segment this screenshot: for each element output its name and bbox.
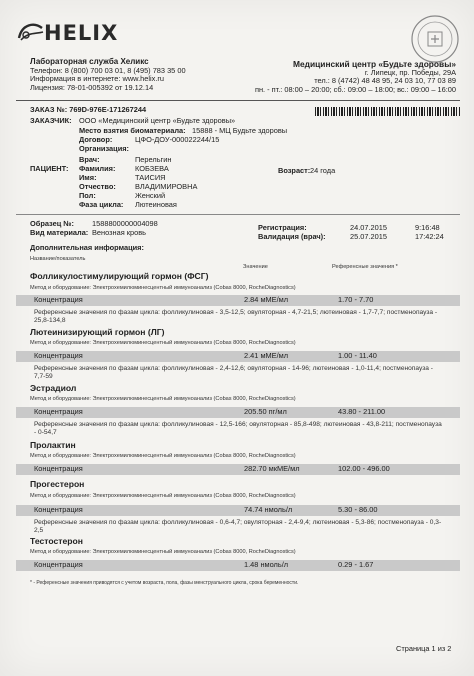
sample-place-label: Место взятия биоматериала: [79,126,186,135]
center-address: г. Липецк, пр. Победы, 29А [364,67,456,77]
order-number: 769D-976E-171267244 [69,105,147,114]
col-name-header: Название/показатель [30,256,86,262]
test-row [16,407,460,418]
test-title: Фолликулостимулирующий гормон (ФСГ) [30,271,209,281]
test-method: Метод и оборудование: Электрохемилюминесцентный иммуноанализ (Cobas 8000, RocheDiagnostics) [30,285,296,291]
logo-text: HELIX [44,21,119,45]
test-ref: 0.29 - 1.67 [338,560,374,569]
col-value-header: Значение [243,264,268,270]
lab-phone: Телефон: 8 (800) 700 03 01, 8 (495) 783 35 00 [30,65,186,75]
header-divider [16,100,460,101]
patient-divider [16,214,460,215]
center-phones: тел.: 8 (4742) 48 48 95, 24 03 10, 77 03 89 [314,76,456,86]
test-param: Концентрация [34,295,83,304]
registration-time: 9:16:48 [415,223,440,232]
test-param: Концентрация [34,560,83,569]
test-ref-note: Референсные значения по фазам цикла: фолликулиновая - 0,6-4,7; овуляторная - 2,4-9,4; лютеиновая - 5,3-86; постменопауза - 0,3-2,5 [34,519,442,534]
center-hours: пн. - пт.: 08:00 – 20:00; сб.: 09:00 – 18:00; вс.: 09:00 – 16:00 [254,84,456,94]
footnote: * - Референсные значения приводятся с учетом возраста, пола, фазы менструального цикла, срока беременности. [30,580,299,586]
lab-info [30,58,186,92]
order-label: ЗАКАЗ №: 769D-976E-171267244 [30,105,147,114]
helix-logo [16,20,119,45]
test-title: Лютеинизирующий гормон (ЛГ) [30,327,165,337]
test-method: Метод и оборудование: Электрохемилюминесцентный иммуноанализ (Cobas 8000, RocheDiagnostics) [30,549,296,555]
test-title: Пролактин [30,440,76,450]
phase-value: Лютеиновая [135,200,177,209]
validation-time: 17:42:24 [415,232,444,241]
age-value: 24 года [310,166,336,175]
org-label: Организация: [79,144,130,153]
test-title: Тестостерон [30,536,83,546]
doctor-label: Врач: [79,155,100,164]
sample-place-value: 15888 - МЦ Будьте здоровы [192,126,288,135]
test-row [16,505,460,516]
test-row [16,351,460,362]
extra-info-label: Дополнительная информация: [30,243,144,252]
clinic-seal-icon [410,14,460,64]
test-param: Концентрация [34,351,83,360]
age-label: Возраст: [278,166,311,175]
firstname-label: Имя: [79,173,97,182]
test-ref-note: Референсные значения по фазам цикла: фолликулиновая - 12,5-166; овуляторная - 85,8-498; лютеиновая - 43,8-211; постменопауза - 0-54,7 [34,421,442,436]
test-value: 2.84 мМЕ/мл [244,295,289,304]
customer-value: ООО «Медицинский центр «Будьте здоровы» [79,116,236,125]
test-ref-note: Референсные значения по фазам цикла: фолликулиновая - 3,5-12,5; овуляторная - 4,7-21,5; лютеиновая - 1,7-7,7; постменопауза - 25,8-134,8 [34,309,438,324]
validation-date: 25.07.2015 [350,232,387,241]
customer-label: ЗАКАЗЧИК: [30,116,72,125]
lab-site: Информация в интернете: www.helix.ru [30,74,164,84]
test-ref: 1.00 - 11.40 [338,351,377,360]
firstname-value: ТАИСИЯ [135,173,166,182]
sex-value: Женский [135,191,166,200]
phase-label: Фаза цикла: [79,200,124,209]
test-value: 205.50 пг/мл [244,407,287,416]
test-ref: 5.30 - 86.00 [338,505,378,514]
validation-label: Валидация (врач): [258,232,326,241]
patronymic-label: Отчество: [79,182,116,191]
test-row [16,295,460,306]
lab-license: Лицензия: 78-01-005392 от 19.12.14 [30,82,154,92]
test-value: 74.74 нмоль/л [244,505,293,514]
test-title: Эстрадиол [30,383,77,393]
test-ref: 102.00 - 496.00 [338,464,390,473]
col-ref-header: Референсные значения * [332,264,398,270]
contract-label: Договор: [79,135,113,144]
test-title: Прогестерон [30,479,85,489]
lastname-value: КОБЗЕВА [135,164,169,173]
lastname-label: Фамилия: [79,164,116,173]
registration-label: Регистрация: [258,223,307,232]
center-name: Медицинский центр «Будьте здоровы» [293,59,456,69]
test-method: Метод и оборудование: Электрохемилюминесцентный иммуноанализ (Cobas 8000, RocheDiagnostics) [30,493,296,499]
test-method: Метод и оборудование: Электрохемилюминесцентный иммуноанализ (Cobas 8000, RocheDiagnostics) [30,340,296,346]
test-param: Концентрация [34,505,83,514]
helix-swirl-icon [16,20,46,44]
test-row [16,464,460,475]
contract-value: ЦФО-ДОУ-000022244/15 [135,135,220,144]
doctor-value: Перельгин [135,155,172,164]
test-value: 1.48 нмоль/л [244,560,289,569]
lab-name: Лабораторная служба Хеликс [30,57,149,66]
test-ref: 43.80 - 211.00 [338,407,386,416]
patronymic-value: ВЛАДИМИРОВНА [135,182,198,191]
registration-date: 24.07.2015 [350,223,387,232]
material-label: Вид материала: [30,228,89,237]
test-value: 2.41 мМЕ/мл [244,351,289,360]
test-row [16,560,460,571]
sex-label: Пол: [79,191,96,200]
test-param: Концентрация [34,407,83,416]
sample-number-value: 1588800000004098 [92,219,158,228]
patient-label: ПАЦИЕНТ: [30,164,69,173]
barcode-icon [315,107,461,116]
test-method: Метод и оборудование: Электрохемилюминесцентный иммуноанализ (Cobas 8000, RocheDiagnostics) [30,396,296,402]
test-param: Концентрация [34,464,83,473]
test-method: Метод и оборудование: Электрохемилюминесцентный иммуноанализ (Cobas 8000, RocheDiagnostics) [30,453,296,459]
sample-number-label: Образец №: [30,219,75,228]
test-ref: 1.70 - 7.70 [338,295,374,304]
center-info [255,60,456,94]
test-value: 282.70 мкМЕ/мл [244,464,300,473]
page-number: Страница 1 из 2 [396,644,452,653]
material-value: Венозная кровь [92,228,147,237]
test-ref-note: Референсные значения по фазам цикла: фолликулиновая - 2,4-12,6; овуляторная - 14-96; лютеиновая - 1,0-11,4; постменопауза - 7,7-59 [34,365,433,380]
